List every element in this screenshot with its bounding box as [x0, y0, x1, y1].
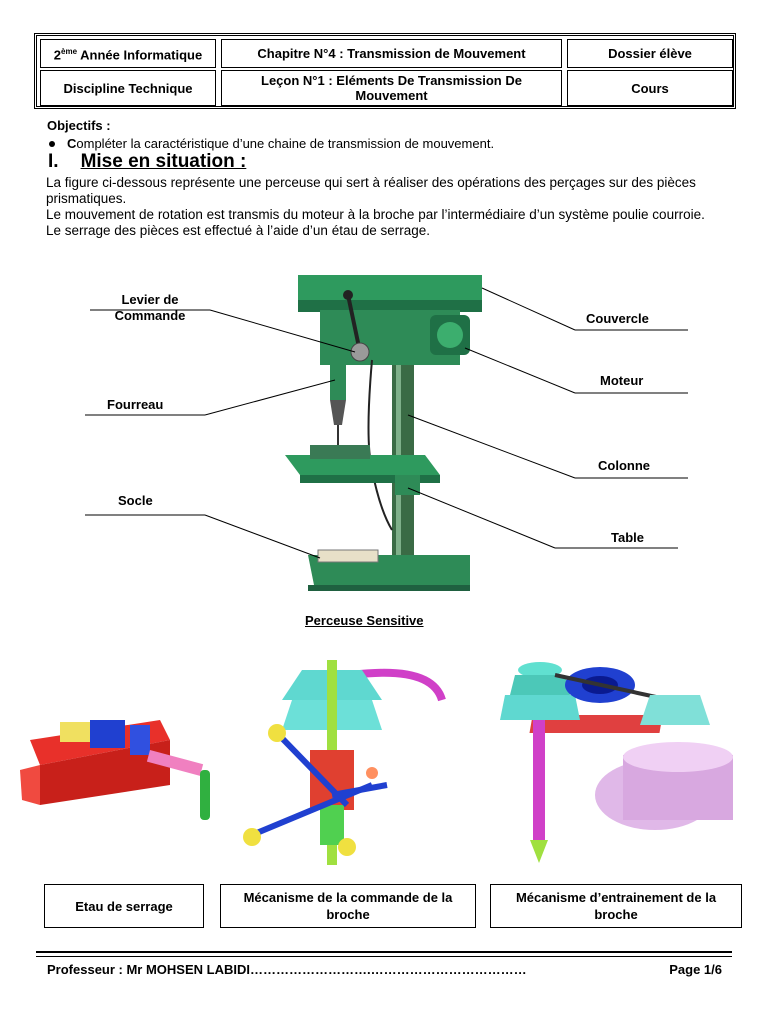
- callout-moteur: Moteur: [600, 373, 644, 388]
- footer: [47, 962, 722, 977]
- paragraph-3: Le serrage des pièces est effectué à l’aide d’un étau de serrage.: [46, 223, 431, 238]
- quill-shape: [330, 360, 346, 400]
- callout-colonne: Colonne: [598, 458, 650, 473]
- type-text: Cours: [631, 80, 669, 96]
- label-commande: Mécanisme de la commande de la broche: [220, 884, 476, 928]
- paragraph-2: Le mouvement de rotation est transmis du moteur à la broche par l’intermédiaire d’un système poulie courroie.: [46, 207, 705, 222]
- footer-page: Page 1/6: [669, 962, 722, 977]
- label-entrainement: Mécanisme d’entrainement de la broche: [490, 884, 742, 928]
- section-heading: Mise en situation :: [80, 151, 247, 172]
- label-etau: Etau de serrage: [44, 884, 204, 928]
- header-table: [34, 33, 736, 109]
- objective-bullet: Compléter la caractéristique d’une chaine de transmission de mouvement.: [47, 136, 494, 151]
- callout-levier: Levier de Commande: [114, 292, 186, 323]
- callout-couvercle: Couvercle: [586, 311, 649, 326]
- paragraph-1: La figure ci-dessous représente une perceuse qui sert à réaliser des opérations des perçages sur des pièces prismatiques.: [46, 175, 696, 206]
- callout-socle: Socle: [118, 493, 153, 508]
- spindle-drive-figure: [495, 645, 740, 870]
- section-number: I.: [48, 151, 59, 172]
- discipline-cell: [40, 70, 216, 106]
- discipline-text: Discipline Technique: [63, 80, 193, 96]
- callout-table: Table: [611, 530, 644, 545]
- level-cell: [40, 39, 216, 68]
- lesson-text: Leçon N°1 : Eléments De Transmission De Mouvement: [261, 73, 522, 103]
- vise-figure: [20, 700, 220, 830]
- footer-rule-thin: [36, 956, 732, 957]
- figure-caption: Perceuse Sensitive: [305, 613, 424, 628]
- footer-rule: [36, 951, 732, 953]
- type-cell: [567, 70, 733, 106]
- lesson-cell: [221, 70, 562, 106]
- callout-fourreau: Fourreau: [107, 397, 164, 412]
- intro-text: [46, 175, 736, 239]
- bullet-dot: [49, 141, 55, 147]
- spindle-command-figure: [232, 655, 452, 870]
- level-text: 2ème Année Informatique: [53, 47, 203, 63]
- dossier-text: Dossier élève: [608, 46, 692, 61]
- chapter-cell: [221, 39, 562, 68]
- chapter-text: Chapitre N°4 : Transmission de Mouvement: [257, 46, 526, 61]
- section-title: [48, 151, 246, 173]
- objectives-title: Objectifs :: [47, 118, 111, 133]
- footer-teacher: Professeur : Mr MOHSEN LABIDI……………………….………………………………: [47, 962, 527, 977]
- dossier-cell: [567, 39, 733, 68]
